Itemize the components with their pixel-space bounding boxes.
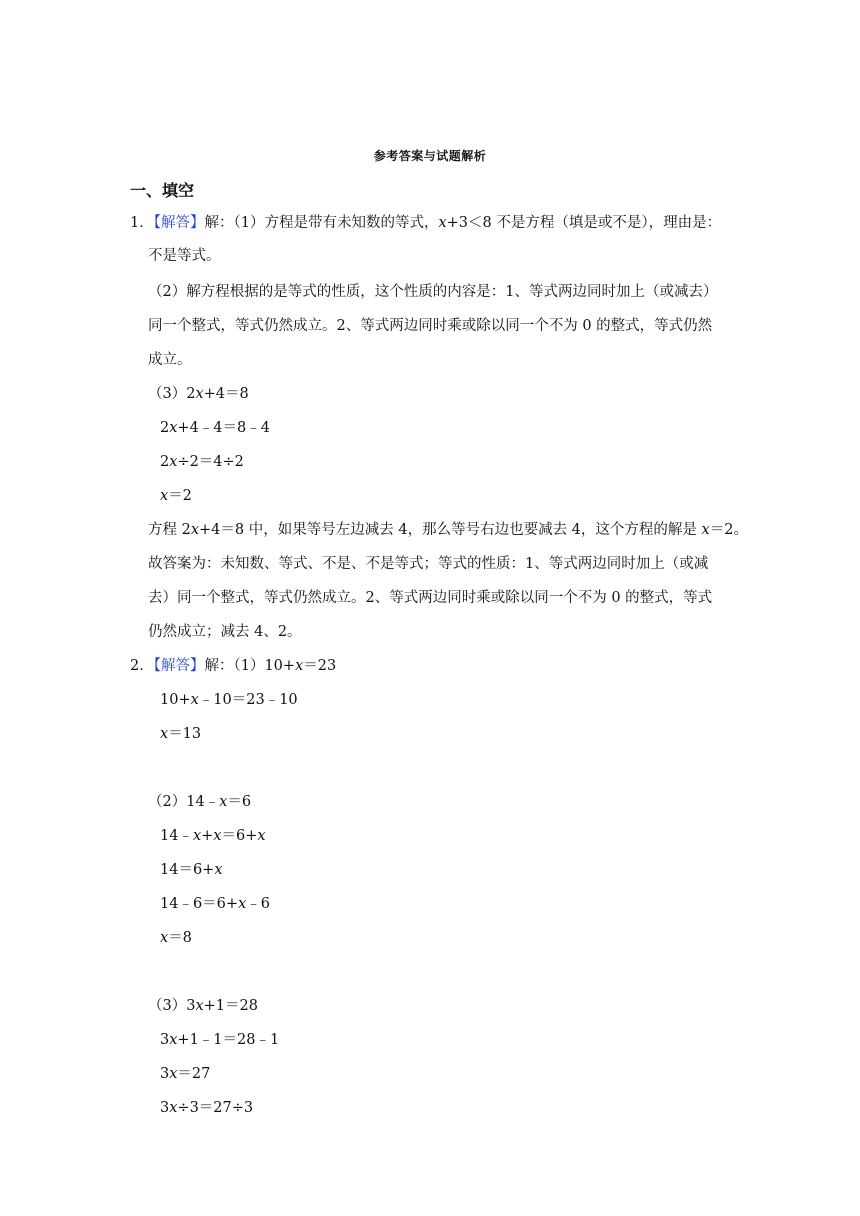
step-text: ＝2	[168, 488, 192, 504]
step-text: ＝8	[168, 930, 192, 946]
q1-conclusion-1	[148, 520, 748, 540]
q1-step-2	[160, 418, 270, 438]
variable-x: x	[192, 828, 202, 844]
variable-x: x	[701, 522, 710, 538]
q1-line-3: （2）解方程根据的是等式的性质，这个性质的内容是：1、等式两边同时加上（或减去）	[148, 284, 718, 300]
variable-x: x	[213, 828, 222, 844]
q2-p1-step-1	[160, 690, 298, 710]
q2-number: 2．	[130, 658, 154, 674]
variable-x: x	[169, 1100, 178, 1116]
step-text: （3）3	[148, 998, 196, 1014]
q1-number: 1．	[130, 215, 154, 231]
step-text: 3	[160, 1032, 170, 1048]
variable-x: x	[169, 1032, 178, 1048]
q2-p3-step-1	[160, 1030, 279, 1050]
variable-x: x	[169, 454, 178, 470]
variable-x: x	[195, 386, 204, 402]
q2-p2-head	[148, 792, 251, 812]
variable-x: x	[190, 522, 200, 538]
q1-line-4: 同一个整式，等式仍然成立。2、等式两边同时乘或除以同一个不为 0 的整式，等式仍然	[148, 318, 713, 334]
conclusion-text: 方程 2	[148, 522, 191, 538]
q2-p2-step-3	[160, 894, 270, 914]
q2-p3-step-3	[160, 1098, 253, 1118]
step-text: 2	[160, 454, 170, 470]
q1-conclusion-3: 去）同一个整式，等式仍然成立。2、等式两边同时乘或除以同一个不为 0 的整式，等式	[148, 590, 713, 606]
step-text: 3	[160, 1066, 170, 1082]
q1-step-4	[160, 486, 192, 506]
step-text: +4＝8	[203, 386, 249, 402]
q2-text: ＝23	[303, 658, 337, 674]
q1-conclusion-4: 仍然成立；减去 4、2。	[148, 624, 302, 640]
variable-x: x	[238, 896, 247, 912]
q1-line-2: 不是等式。	[148, 248, 221, 264]
step-text: （2）14﹣	[148, 794, 220, 810]
variable-x: x	[169, 420, 178, 436]
q2-p1-step-2	[160, 724, 201, 744]
step-text: ÷3＝27÷3	[177, 1100, 254, 1116]
variable-x: x	[160, 726, 169, 742]
variable-x: x	[214, 862, 223, 878]
step-text: ＝6+	[221, 828, 258, 844]
variable-x: x	[257, 828, 266, 844]
step-text: +4﹣4＝8﹣4	[177, 420, 270, 436]
step-text: 14﹣	[160, 828, 193, 844]
q1-line-1	[130, 213, 721, 233]
conclusion-text: +4＝8 中，如果等号左边减去 4，那么等号右边也要减去 4，这个方程的解是	[199, 522, 702, 538]
step-text: +1＝28	[203, 998, 258, 1014]
step-text: 2	[160, 420, 170, 436]
q2-p3-step-2	[160, 1064, 210, 1084]
answer-tag: 【解答】	[153, 215, 205, 231]
variable-x: x	[160, 930, 169, 946]
step-text: 3	[160, 1100, 170, 1116]
variable-x: x	[160, 488, 169, 504]
variable-x: x	[295, 658, 304, 674]
answer-tag: 【解答】	[153, 658, 205, 674]
step-text: （3）2	[148, 386, 196, 402]
step-text: ﹣6	[246, 896, 270, 912]
variable-x: x	[438, 215, 447, 231]
q2-p3-head	[148, 996, 258, 1016]
q1-step-3	[160, 452, 244, 472]
step-text: +	[201, 828, 214, 844]
q1-text: +3＜8 不是方程（填是或不是），理由是：	[446, 215, 722, 231]
q2-text: 解：（1）10+	[204, 658, 296, 674]
variable-x: x	[169, 1066, 178, 1082]
q2-p2-step-2	[160, 860, 223, 880]
conclusion-text: ＝2。	[709, 522, 748, 538]
q1-step-1	[148, 384, 249, 404]
section-heading: 一、填空	[130, 181, 195, 200]
step-text: 14＝6+	[160, 862, 215, 878]
q2-line-1	[130, 656, 336, 676]
step-text: 10+	[160, 692, 191, 708]
q2-p2-step-1	[160, 826, 266, 846]
step-text: 14﹣6＝6+	[160, 896, 239, 912]
q1-conclusion-2: 故答案为：未知数、等式、不是、不是等式；等式的性质：1、等式两边同时加上（或减	[148, 556, 709, 572]
step-text: +1﹣1＝28﹣1	[177, 1032, 280, 1048]
variable-x: x	[195, 998, 204, 1014]
step-text: ﹣10＝23﹣10	[198, 692, 298, 708]
variable-x: x	[219, 794, 228, 810]
page-title: 参考答案与试题解析	[373, 149, 487, 163]
step-text: ＝6	[227, 794, 252, 810]
q1-text: 解：（1）方程是带有未知数的等式，	[204, 215, 439, 231]
q2-p2-step-4	[160, 928, 192, 948]
step-text: ＝27	[177, 1066, 211, 1082]
step-text: ÷2＝4÷2	[177, 454, 244, 470]
variable-x: x	[190, 692, 199, 708]
step-text: ＝13	[168, 726, 202, 742]
q1-line-5: 成立。	[148, 352, 192, 368]
